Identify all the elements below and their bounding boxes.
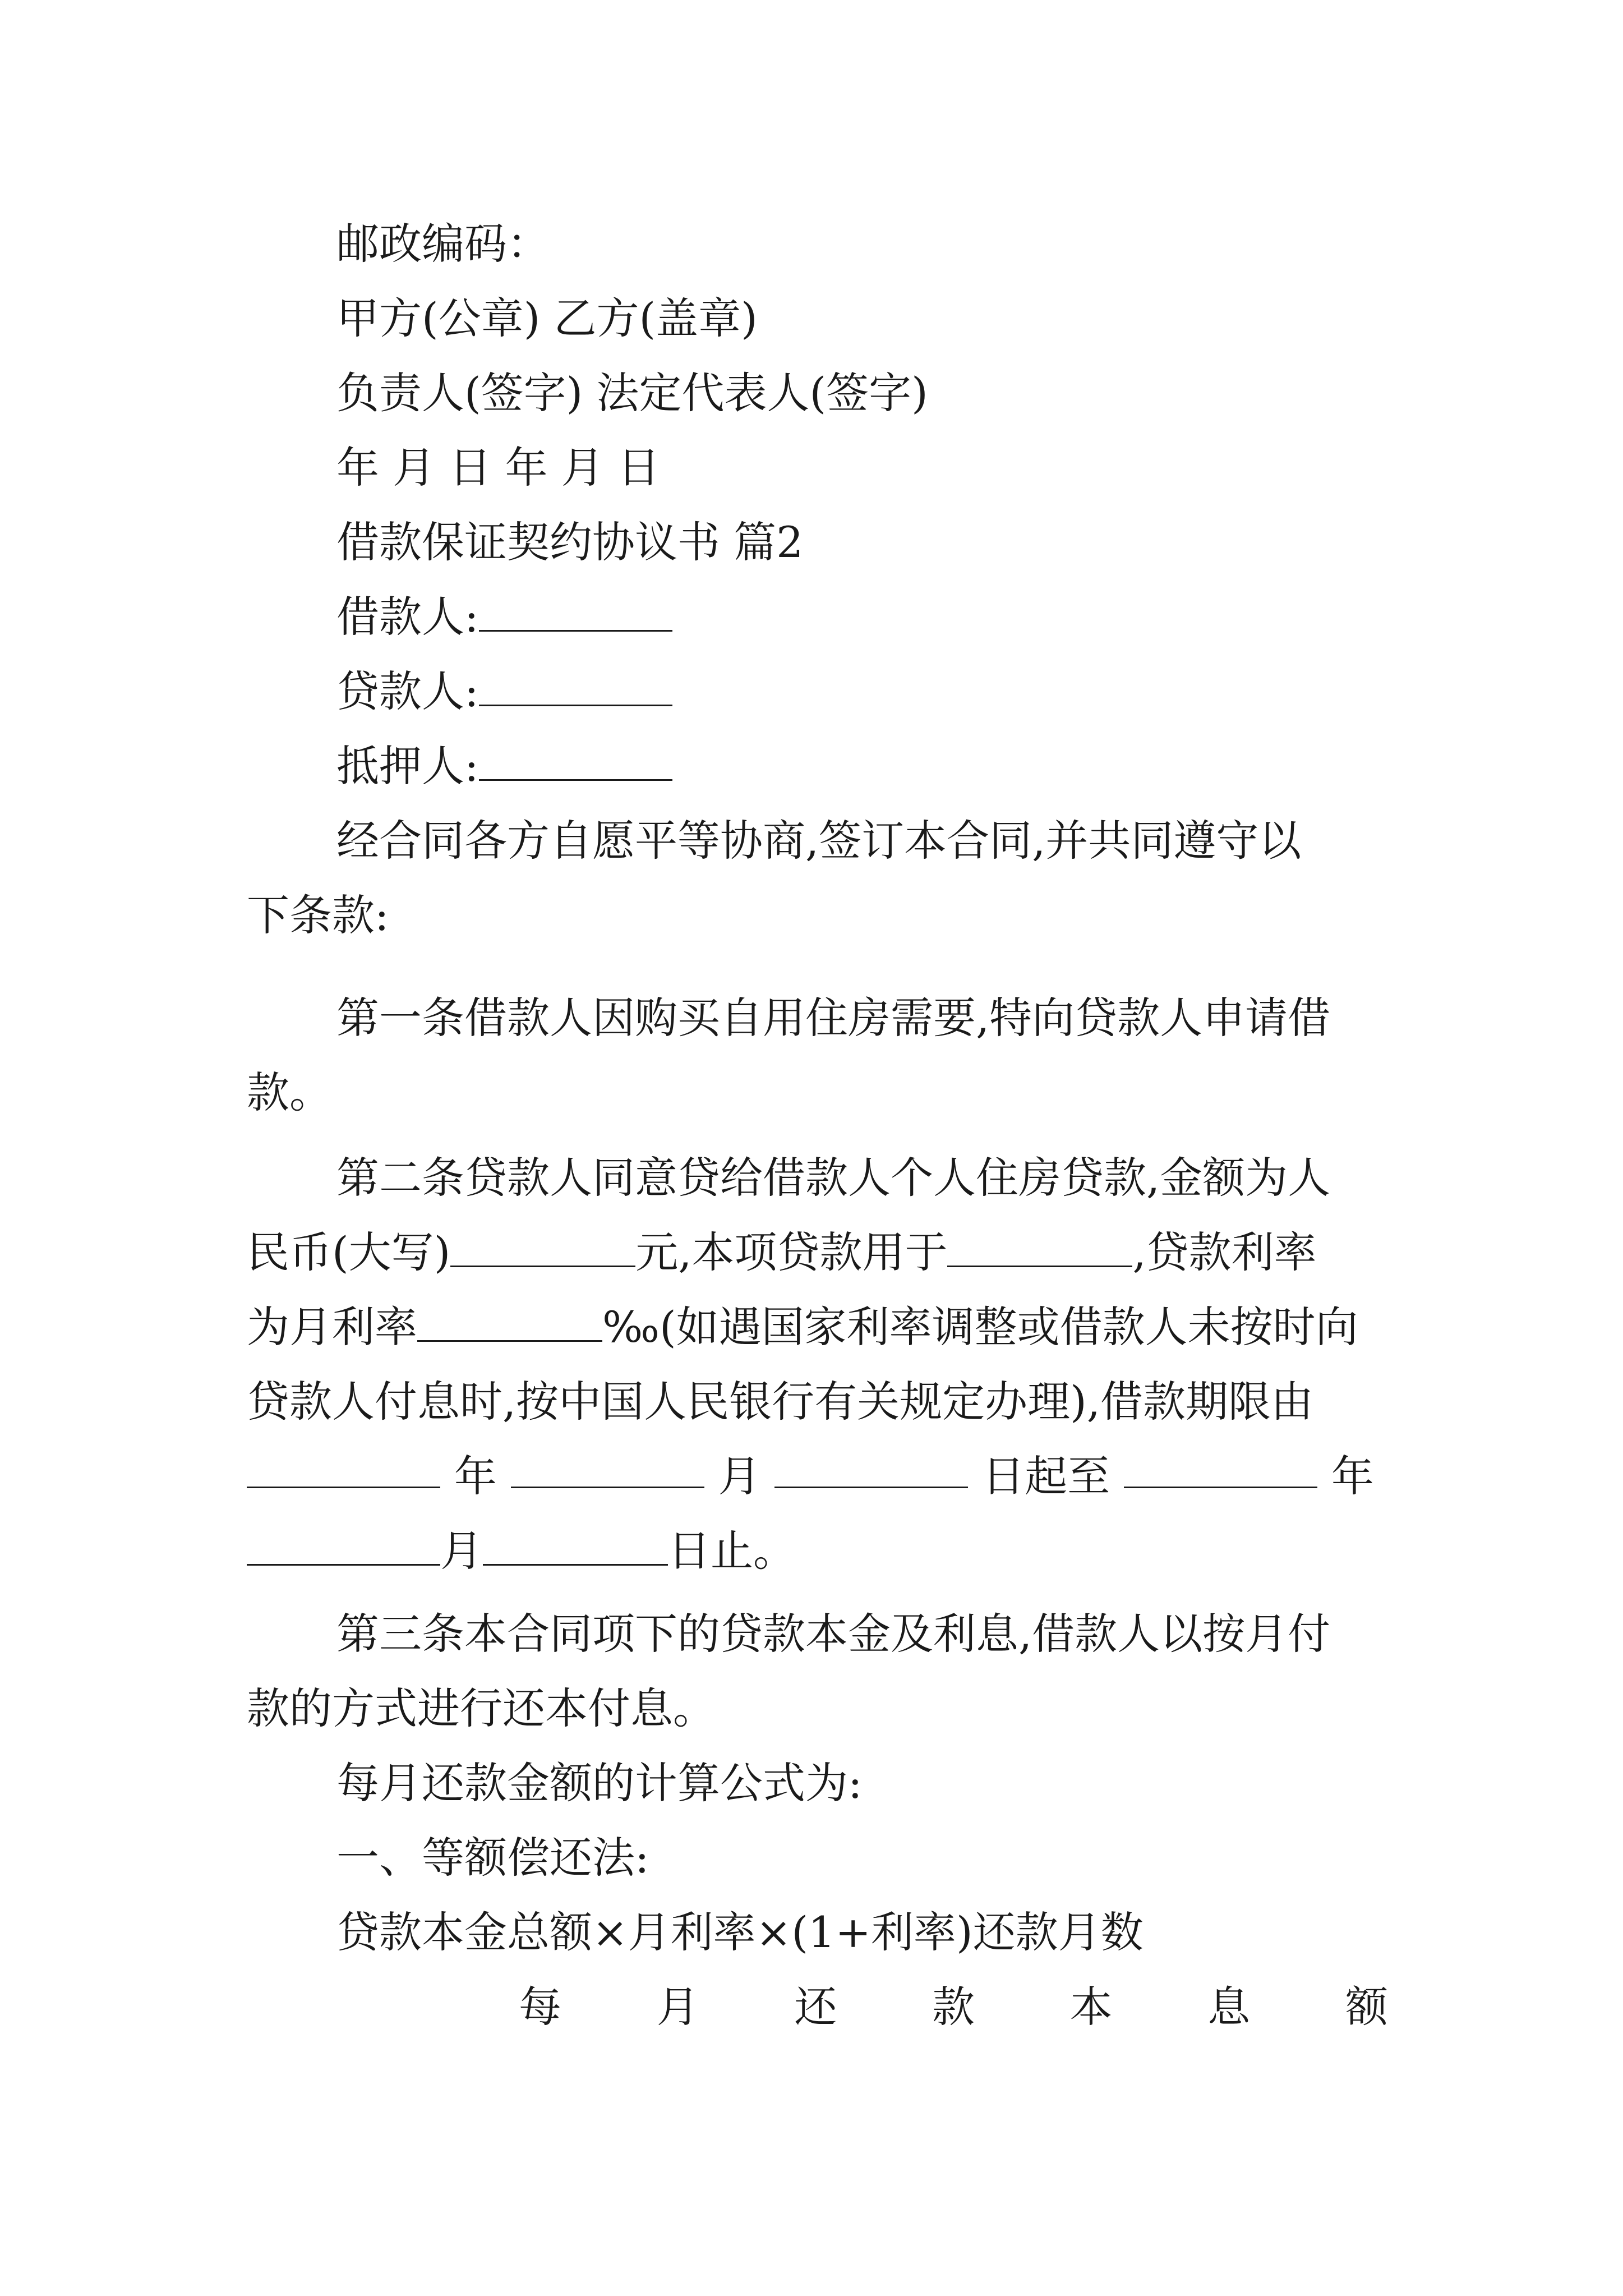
month-label: 月 xyxy=(718,1451,761,1501)
borrower-line xyxy=(336,589,672,645)
signatures-line: 负责人(签字) 法定代表人(签字) xyxy=(336,368,928,418)
article-3-line-1: 第三条本合同项下的贷款本金及利息,借款人以按月付 xyxy=(336,1609,1331,1659)
end-day-label: 日止。 xyxy=(668,1526,796,1576)
rate-blank xyxy=(417,1302,602,1342)
seals-line: 甲方(公章) 乙方(盖章) xyxy=(336,293,758,343)
formula-char: 额 xyxy=(1345,1982,1388,2032)
end-year-label: 年 xyxy=(1331,1451,1374,1501)
article-2-line-1: 第二条贷款人同意贷给借款人个人住房贷款,金额为人 xyxy=(336,1153,1331,1203)
lender-blank xyxy=(479,666,672,706)
intro-line-2: 下条款: xyxy=(247,890,389,940)
end-month-blank xyxy=(247,1526,440,1566)
currency-label: 民币(大写) xyxy=(247,1227,451,1277)
day-from-to-label: 日起至 xyxy=(982,1451,1110,1501)
lender-label: 贷款人: xyxy=(336,666,479,716)
formula-line-1: 贷款本金总额×月利率×(1+利率)还款月数 xyxy=(336,1907,1144,1957)
section-heading: 借款保证契约协议书 篇2 xyxy=(336,517,804,567)
monthly-rate-label: 为月利率 xyxy=(247,1302,417,1352)
dates-line: 年 月 日 年 月 日 xyxy=(336,443,660,493)
article-2-line-2 xyxy=(247,1225,1317,1281)
formula-char: 息 xyxy=(1207,1982,1251,2032)
rate-note: ‰(如遇国家利率调整或借款人未按时向 xyxy=(602,1302,1358,1352)
article-2-line-4: 贷款人付息时,按中国人民银行有关规定办理),借款期限由 xyxy=(247,1377,1313,1427)
end-month-label: 月 xyxy=(440,1526,483,1576)
formula-line-2 xyxy=(519,1979,1388,2035)
end-year-blank xyxy=(1124,1448,1317,1488)
method-1-heading: 一、等额偿还法: xyxy=(336,1833,649,1883)
mortgagor-label: 抵押人: xyxy=(336,741,479,791)
interest-label: ,贷款利率 xyxy=(1132,1227,1317,1277)
borrower-blank xyxy=(479,592,672,632)
formula-char: 月 xyxy=(656,1982,699,2032)
article-1-line-2: 款。 xyxy=(247,1068,332,1117)
postal-code-line: 邮政编码： xyxy=(336,219,550,269)
article-2-line-3 xyxy=(247,1299,1358,1355)
purpose-blank xyxy=(947,1227,1132,1267)
article-2-line-6 xyxy=(247,1523,796,1579)
end-day-blank xyxy=(483,1526,668,1566)
start-day-blank xyxy=(774,1448,968,1488)
article-2-line-5 xyxy=(247,1448,1374,1504)
formula-char: 本 xyxy=(1069,1982,1113,2032)
article-1-line-1: 第一条借款人因购买自用住房需要,特向贷款人申请借 xyxy=(336,993,1331,1043)
lender-line xyxy=(336,664,672,720)
mortgagor-blank xyxy=(479,741,672,781)
formula-intro: 每月还款金额的计算公式为: xyxy=(336,1758,863,1808)
article-3-line-2: 款的方式进行还本付息。 xyxy=(247,1683,716,1733)
formula-char: 每 xyxy=(519,1982,561,2032)
formula-char: 款 xyxy=(932,1982,975,2032)
loan-purpose-label: 元,本项贷款用于 xyxy=(635,1227,948,1277)
start-month-blank xyxy=(511,1448,704,1488)
start-year-blank xyxy=(247,1448,440,1488)
intro-line-1: 经合同各方自愿平等协商,签订本合同,并共同遵守以 xyxy=(336,816,1302,866)
borrower-label: 借款人: xyxy=(336,592,479,642)
formula-char: 还 xyxy=(794,1982,837,2032)
amount-blank xyxy=(450,1227,635,1267)
year-label: 年 xyxy=(454,1451,497,1501)
mortgagor-line xyxy=(336,738,672,794)
